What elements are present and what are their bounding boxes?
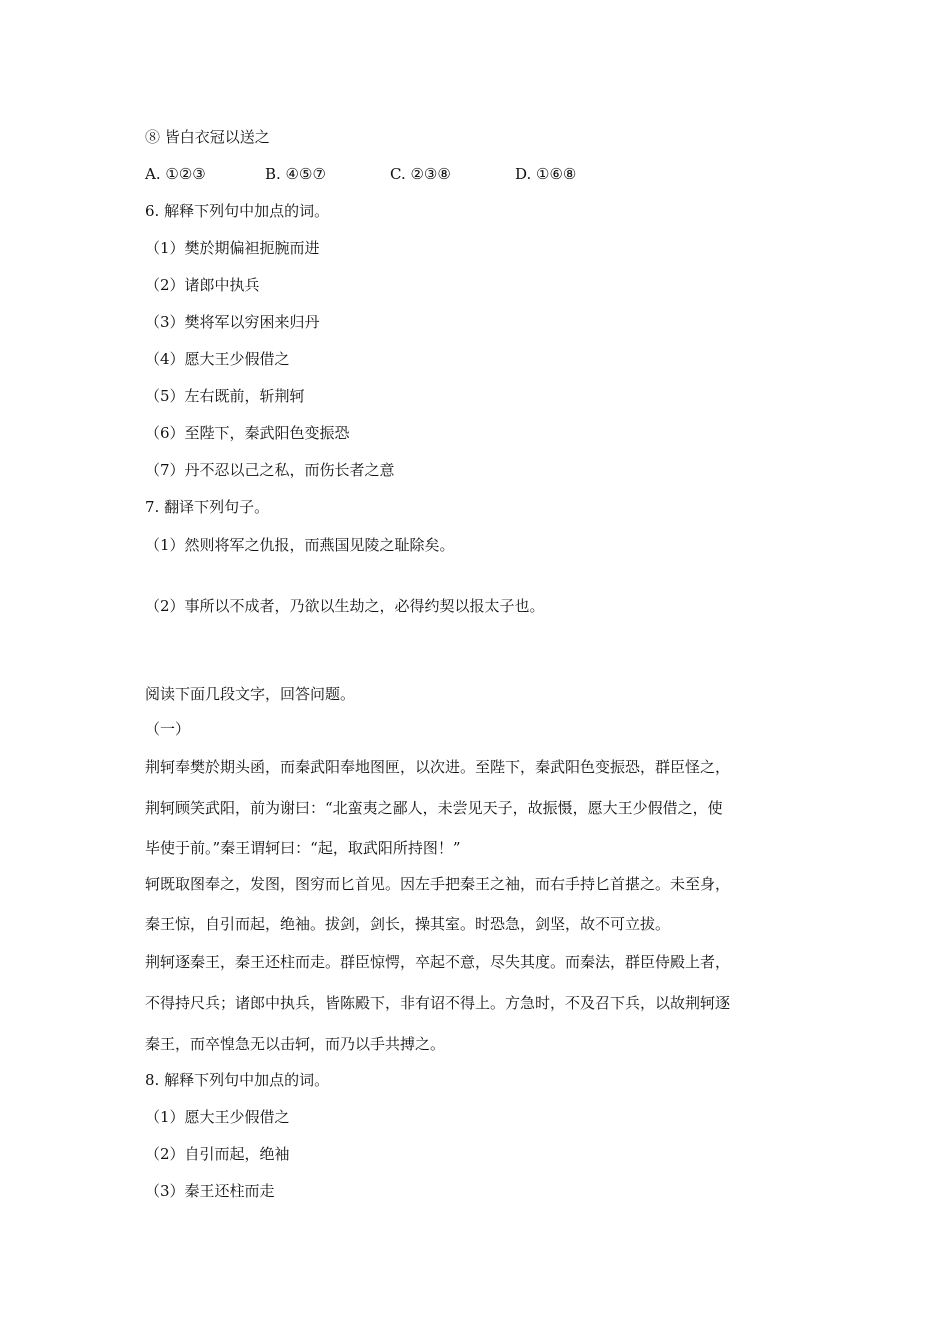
q8-heading: 8. 解释下列句中加点的词。 (145, 1071, 330, 1089)
passage-line: 秦王，而卒惶急无以击轲，而乃以手共搏之。 (145, 1035, 446, 1053)
option-c: C. ②③⑧ (390, 165, 451, 183)
q5-options (145, 164, 645, 184)
passage-line: 轲既取图奉之，发图，图穷而匕首见。因左手把秦王之袖，而右手持匕首揕之。未至身， (145, 875, 731, 893)
option-b: B. ④⑤⑦ (265, 165, 326, 183)
q6-item: （3）樊将军以穷困来归丹 (145, 313, 320, 331)
q6-heading: 6. 解释下列句中加点的词。 (145, 202, 330, 220)
q8-item: （1）愿大王少假借之 (145, 1108, 290, 1126)
q7-heading: 7. 翻译下列句子。 (145, 498, 270, 516)
q6-item: （1）樊於期偏袒扼腕而进 (145, 239, 320, 257)
q6-item: （5）左右既前，斩荆轲 (145, 387, 305, 405)
option-d: D. ①⑥⑧ (515, 165, 577, 183)
passage-line: 毕使于前。”秦王谓轲曰：“起，取武阳所持图！” (145, 839, 461, 857)
q8-item: （3）秦王还柱而走 (145, 1182, 275, 1200)
reading-section-label: （一） (145, 720, 191, 738)
q8-item: （2）自引而起，绝袖 (145, 1145, 290, 1163)
passage-line: 荆轲顾笑武阳，前为谢曰：“北蛮夷之鄙人，未尝见天子，故振慑，愿大王少假借之，使 (145, 799, 723, 817)
q6-item: （2）诸郎中执兵 (145, 276, 260, 294)
q7-item: （2）事所以不成者，乃欲以生劫之，必得约契以报太子也。 (145, 597, 545, 615)
passage-line: 不得持尺兵；诸郎中执兵，皆陈殿下，非有诏不得上。方急时，不及召下兵，以故荆轲逐 (145, 994, 731, 1012)
q5-item-8: ⑧ 皆白衣冠以送之 (145, 128, 270, 146)
reading-intro: 阅读下面几段文字，回答问题。 (145, 685, 356, 703)
passage-line: 荆轲奉樊於期头函，而秦武阳奉地图匣，以次进。至陛下，秦武阳色变振恐，群臣怪之， (145, 758, 731, 776)
passage-line: 秦王惊，自引而起，绝袖。拔剑，剑长，操其室。时恐急，剑坚，故不可立拔。 (145, 915, 671, 933)
q6-item: （4）愿大王少假借之 (145, 350, 290, 368)
passage-line: 荆轲逐秦王，秦王还柱而走。群臣惊愕，卒起不意，尽失其度。而秦法，群臣侍殿上者， (145, 953, 731, 971)
q6-item: （7）丹不忍以己之私，而伤长者之意 (145, 461, 395, 479)
q7-item: （1）然则将军之仇报，而燕国见陵之耻除矣。 (145, 536, 455, 554)
q6-item: （6）至陛下，秦武阳色变振恐 (145, 424, 350, 442)
option-a: A. ①②③ (145, 165, 206, 183)
